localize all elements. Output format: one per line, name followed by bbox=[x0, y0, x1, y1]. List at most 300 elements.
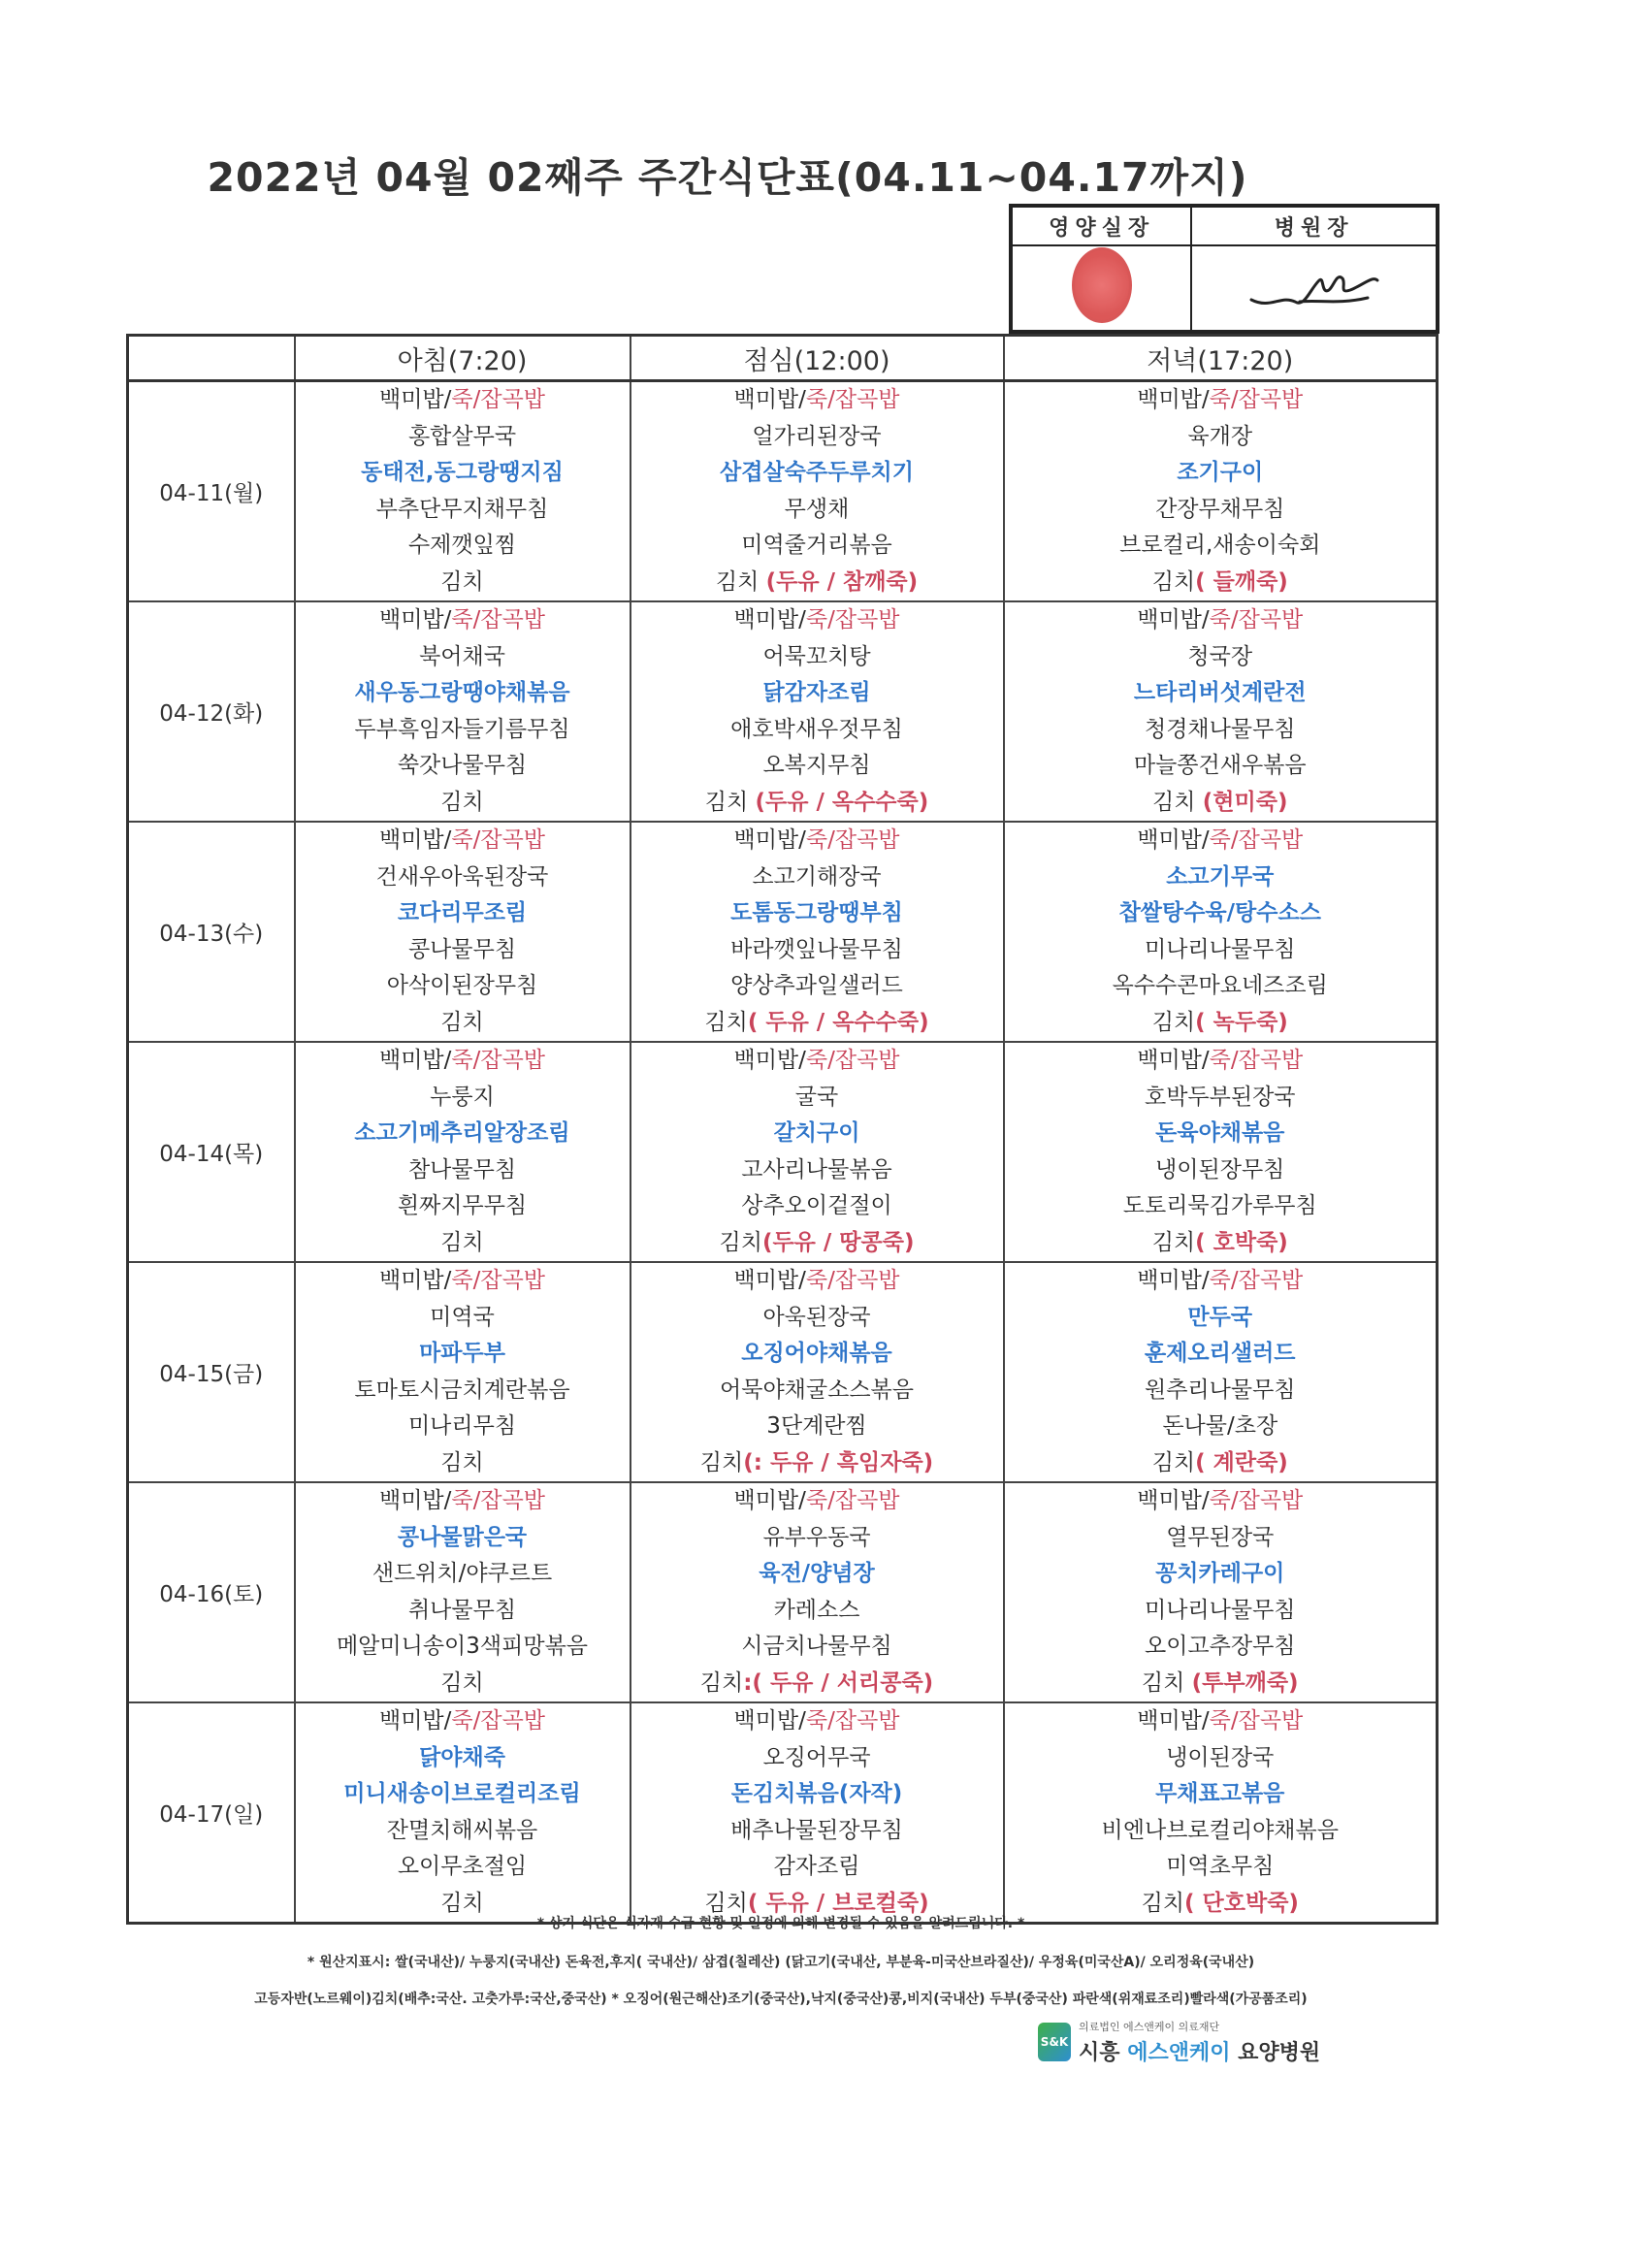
menu-item bbox=[631, 823, 1003, 859]
menu-item-porridge: 죽/잡곡밥 bbox=[451, 387, 546, 412]
menu-item-text: 백미밥/ bbox=[378, 1708, 452, 1733]
menu-item bbox=[296, 382, 630, 419]
menu-item-text: 육개장 bbox=[1187, 423, 1253, 449]
menu-item-text: 소고기해장국 bbox=[752, 863, 882, 890]
menu-item-porridge: ( 단호박죽) bbox=[1184, 1890, 1299, 1916]
menu-item bbox=[1005, 1740, 1437, 1777]
menu-item-main-dish: 돈육야채볶음 bbox=[1155, 1120, 1285, 1146]
day-label: 04-15(금) bbox=[128, 1262, 295, 1482]
menu-item-text: 바라깻잎나물무침 bbox=[730, 936, 903, 962]
menu-item bbox=[296, 1152, 630, 1189]
header-breakfast: 아침(7:20) bbox=[295, 336, 630, 381]
menu-item bbox=[631, 932, 1003, 969]
menu-item-text: 백미밥/ bbox=[733, 1708, 806, 1733]
menu-item-main-dish: 닭감자조림 bbox=[762, 680, 871, 705]
menu-item-text: 고사리나물볶음 bbox=[741, 1156, 892, 1183]
menu-item-main-dish: 조기구이 bbox=[1177, 460, 1264, 485]
menu-item-porridge: 죽/잡곡밥 bbox=[451, 1708, 546, 1733]
menu-item-porridge: 죽/잡곡밥 bbox=[805, 1268, 900, 1293]
menu-item-text: 미나리나물무침 bbox=[1144, 936, 1296, 962]
dinner-cell bbox=[1004, 601, 1438, 822]
day-row bbox=[128, 1482, 1438, 1702]
menu-item-text: 애호박새우젓무침 bbox=[730, 716, 903, 742]
menu-item-text: 김치 bbox=[1151, 1009, 1196, 1035]
page-title: 2022년 04월 02째주 주간식단표(04.11~04.17까지) bbox=[207, 154, 1248, 201]
breakfast-cell bbox=[295, 822, 630, 1042]
menu-item bbox=[296, 1813, 630, 1850]
menu-item-text: 백미밥/ bbox=[1137, 1708, 1210, 1733]
day-label: 04-16(토) bbox=[128, 1482, 295, 1702]
menu-item-text: 원추리나물무침 bbox=[1144, 1377, 1296, 1403]
menu-item bbox=[1005, 1483, 1437, 1520]
lunch-cell bbox=[630, 1702, 1004, 1924]
menu-item bbox=[296, 823, 630, 859]
menu-item bbox=[296, 1080, 630, 1117]
menu-item bbox=[296, 639, 630, 676]
menu-item bbox=[1005, 1263, 1437, 1300]
day-label: 04-17(일) bbox=[128, 1702, 295, 1924]
menu-item-text: 백미밥/ bbox=[378, 1488, 452, 1513]
breakfast-cell bbox=[295, 1042, 630, 1262]
menu-item-text: 미나리나물무침 bbox=[1144, 1597, 1296, 1623]
menu-item bbox=[1005, 1336, 1437, 1373]
menu-item bbox=[631, 492, 1003, 529]
menu-item-main-dish: 무채표고볶음 bbox=[1155, 1781, 1285, 1806]
menu-item bbox=[631, 1300, 1003, 1337]
menu-item-text: 오이고추장무침 bbox=[1144, 1634, 1296, 1659]
menu-item-porridge: (현미죽) bbox=[1202, 789, 1288, 815]
dinner-cell bbox=[1004, 1702, 1438, 1924]
menu-item-text: 백미밥/ bbox=[733, 827, 806, 853]
day-row bbox=[128, 601, 1438, 822]
menu-item bbox=[631, 1520, 1003, 1557]
menu-item bbox=[1005, 528, 1437, 565]
menu-item-text: 수제깻잎찜 bbox=[407, 533, 517, 558]
menu-item-text: 두부흑임자들기름무침 bbox=[354, 716, 570, 742]
menu-item-porridge: ( 들깨죽) bbox=[1195, 568, 1288, 595]
menu-item bbox=[1005, 1409, 1437, 1445]
menu-item-text: 김치 bbox=[704, 1890, 748, 1916]
day-label: 04-12(화) bbox=[128, 601, 295, 822]
menu-item-text: 백미밥/ bbox=[1137, 387, 1210, 412]
logo-foundation: 의료법인 에스앤케이 의료재단 bbox=[1079, 2020, 1220, 2033]
menu-item-text: 마늘쫑건새우볶음 bbox=[1133, 753, 1307, 778]
menu-item-text: 백미밥/ bbox=[378, 1048, 452, 1073]
menu-item-text: 미역국 bbox=[430, 1304, 495, 1330]
menu-item bbox=[296, 1409, 630, 1445]
menu-item-text: 백미밥/ bbox=[1137, 1268, 1210, 1293]
breakfast-cell bbox=[295, 381, 630, 602]
menu-item-porridge: 죽/잡곡밥 bbox=[1209, 1268, 1304, 1293]
menu-item-text: 미역줄거리볶음 bbox=[741, 533, 892, 558]
menu-item bbox=[631, 1740, 1003, 1777]
menu-item-text: 콩나물무침 bbox=[407, 936, 517, 962]
menu-item bbox=[296, 675, 630, 712]
menu-item-text: 토마토시금치계란볶음 bbox=[354, 1377, 570, 1403]
logo-brand: 에스앤케이 bbox=[1127, 2040, 1231, 2065]
menu-item bbox=[631, 1483, 1003, 1520]
menu-item bbox=[1005, 492, 1437, 529]
menu-item-text: 백미밥/ bbox=[733, 387, 806, 412]
hospital-logo bbox=[1038, 2018, 1320, 2066]
menu-item-text: 건새우아욱된장국 bbox=[375, 863, 549, 890]
menu-item bbox=[631, 1225, 1003, 1262]
menu-item bbox=[1005, 1373, 1437, 1409]
menu-item-main-dish: 미니새송이브로컬리조림 bbox=[343, 1781, 581, 1806]
menu-item-porridge: 죽/잡곡밥 bbox=[1209, 1048, 1304, 1073]
menu-item bbox=[631, 1373, 1003, 1409]
menu-item-porridge: 죽/잡곡밥 bbox=[805, 1048, 900, 1073]
menu-item-porridge: 죽/잡곡밥 bbox=[1209, 827, 1304, 853]
menu-item-porridge: 죽/잡곡밥 bbox=[451, 1268, 546, 1293]
breakfast-cell bbox=[295, 1262, 630, 1482]
menu-item bbox=[631, 639, 1003, 676]
menu-item-porridge: (두유 / 옥수수죽) bbox=[755, 789, 929, 815]
menu-item bbox=[1005, 1520, 1437, 1557]
origin-note-1: * 원산지표시: 쌀(국내산)/ 누룽지(국내산) 돈육전,후지( 국내산)/ 삼겹(칠레산) (닭고기(국내산, 부분육-미국산브라질산)/ 우정육(미국산A)/ 오리정육(국내산) bbox=[307, 1955, 1255, 1970]
day-row bbox=[128, 822, 1438, 1042]
menu-item-main-dish: 코다리무조림 bbox=[397, 900, 528, 925]
menu-item bbox=[296, 1263, 630, 1300]
menu-item-text: 백미밥/ bbox=[733, 1048, 806, 1073]
menu-item bbox=[631, 1263, 1003, 1300]
day-row bbox=[128, 1702, 1438, 1924]
menu-item-text: 김치 bbox=[1151, 1449, 1196, 1475]
menu-item-porridge: 죽/잡곡밥 bbox=[1209, 1488, 1304, 1513]
menu-item-main-dish: 만두국 bbox=[1187, 1304, 1253, 1330]
menu-item bbox=[1005, 785, 1437, 822]
menu-item bbox=[631, 565, 1003, 601]
menu-item-text: 흰짜지무무침 bbox=[397, 1193, 528, 1218]
menu-item-main-dish: 도톰동그랑땡부침 bbox=[730, 900, 903, 925]
menu-item bbox=[1005, 859, 1437, 896]
menu-item-text: 김치 bbox=[440, 1890, 484, 1916]
menu-item-porridge: ( 두유 / 옥수수죽) bbox=[747, 1009, 929, 1035]
menu-item bbox=[1005, 565, 1437, 601]
menu-item-text: 3단계란찜 bbox=[766, 1413, 867, 1439]
menu-item-main-dish: 느타리버섯계란전 bbox=[1133, 680, 1307, 705]
menu-item bbox=[296, 1116, 630, 1152]
menu-item-text: 백미밥/ bbox=[733, 1488, 806, 1513]
menu-item-text: 김치 bbox=[704, 789, 756, 815]
menu-item-text: 참나물무침 bbox=[407, 1156, 517, 1183]
dinner-cell bbox=[1004, 1262, 1438, 1482]
menu-item-text: 김치 bbox=[1152, 789, 1203, 815]
menu-item bbox=[631, 1336, 1003, 1373]
menu-item-text: 김치 bbox=[440, 1669, 484, 1696]
dinner-cell bbox=[1004, 381, 1438, 602]
menu-item-text: 어묵야채굴소스볶음 bbox=[720, 1377, 914, 1403]
menu-item-text: 굴국 bbox=[794, 1084, 839, 1110]
menu-item-text: 비엔나브로컬리야채볶음 bbox=[1101, 1817, 1339, 1843]
menu-item bbox=[1005, 968, 1437, 1005]
menu-item-porridge: ( 녹두죽) bbox=[1195, 1009, 1288, 1035]
menu-item-text: 백미밥/ bbox=[1137, 1488, 1210, 1513]
menu-item-text: 브로컬리,새송이숙회 bbox=[1119, 533, 1321, 558]
header-dinner: 저녁(17:20) bbox=[1004, 336, 1438, 381]
approval-director: 병원장 bbox=[1191, 207, 1437, 245]
menu-item bbox=[631, 1776, 1003, 1813]
origin-note-2: 고등자반(노르웨이)김치(배추:국산. 고춧가루:국산,중국산) * 오징어(원근해산)조기(중국산),낙지(중국산)콩,비지(국내산) 두부(중국산) 파란색(위재료조리)빨라색(가공품조리) bbox=[254, 1992, 1308, 2007]
menu-item-text: 김치 bbox=[440, 1229, 484, 1255]
menu-item-porridge: 죽/잡곡밥 bbox=[451, 1488, 546, 1513]
menu-item bbox=[296, 1043, 630, 1080]
menu-item-text: 어묵꼬치탕 bbox=[762, 643, 871, 669]
menu-item bbox=[631, 1080, 1003, 1117]
menu-item-main-dish: 찹쌀탕수육/탕수소스 bbox=[1118, 900, 1321, 925]
menu-item bbox=[1005, 455, 1437, 492]
menu-item bbox=[1005, 1152, 1437, 1189]
day-label: 04-11(월) bbox=[128, 381, 295, 602]
menu-item bbox=[631, 1556, 1003, 1593]
menu-item-porridge: (두유 / 참깨죽) bbox=[765, 568, 919, 595]
header-lunch: 점심(12:00) bbox=[630, 336, 1004, 381]
logo-city: 시흥 bbox=[1079, 2040, 1120, 2065]
menu-item-text: 백미밥/ bbox=[733, 607, 806, 632]
menu-item-text: 무생채 bbox=[784, 496, 850, 522]
menu-item-text: 얼가리된장국 bbox=[752, 423, 882, 449]
menu-item bbox=[1005, 1043, 1437, 1080]
menu-item-main-dish: 소고기무국 bbox=[1166, 863, 1275, 890]
menu-item-text: 백미밥/ bbox=[378, 607, 452, 632]
menu-item-text: 김치 bbox=[440, 789, 484, 815]
menu-item bbox=[296, 859, 630, 896]
approval-nutrition-head: 영양실장 bbox=[1012, 207, 1191, 245]
menu-item bbox=[631, 528, 1003, 565]
seal-cell bbox=[1012, 245, 1191, 331]
menu-item bbox=[296, 1849, 630, 1886]
menu-item-main-dish: 콩나물맑은국 bbox=[397, 1524, 528, 1550]
menu-item-text: 감자조림 bbox=[773, 1854, 860, 1879]
menu-item-porridge: 죽/잡곡밥 bbox=[1209, 607, 1304, 632]
menu-item bbox=[1005, 1776, 1437, 1813]
menu-item-main-dish: 오징어야채볶음 bbox=[741, 1341, 892, 1366]
menu-item bbox=[631, 1152, 1003, 1189]
menu-item bbox=[631, 1188, 1003, 1225]
menu-item bbox=[1005, 748, 1437, 785]
menu-item-text: 김치 bbox=[719, 1229, 762, 1255]
menu-item bbox=[1005, 1445, 1437, 1482]
menu-item bbox=[296, 1188, 630, 1225]
menu-item-text: 홍합살무국 bbox=[407, 423, 517, 449]
logo-icon: S&K bbox=[1038, 2023, 1071, 2061]
menu-item-text: 메알미니송이3색피망볶음 bbox=[336, 1634, 589, 1659]
menu-item-text: 백미밥/ bbox=[378, 1268, 452, 1293]
menu-item-text: 백미밥/ bbox=[1137, 1048, 1210, 1073]
menu-item-main-dish: 갈치구이 bbox=[773, 1120, 860, 1146]
menu-item-text: 김치 bbox=[715, 568, 766, 595]
menu-item bbox=[1005, 1300, 1437, 1337]
menu-item bbox=[296, 1593, 630, 1630]
day-row bbox=[128, 1042, 1438, 1262]
seal-stamp bbox=[1072, 247, 1132, 323]
menu-item bbox=[1005, 1225, 1437, 1262]
menu-item-text: 미나리무침 bbox=[407, 1413, 517, 1439]
day-row bbox=[128, 1262, 1438, 1482]
breakfast-cell bbox=[295, 601, 630, 822]
menu-item bbox=[1005, 823, 1437, 859]
menu-item bbox=[296, 1776, 630, 1813]
menu-item-main-dish: 닭야채죽 bbox=[419, 1744, 505, 1770]
menu-item bbox=[1005, 639, 1437, 676]
menu-item-text: 김치 bbox=[1141, 1669, 1192, 1696]
menu-item bbox=[296, 565, 630, 601]
menu-item-porridge: 죽/잡곡밥 bbox=[805, 1488, 900, 1513]
menu-item-text: 김치 bbox=[440, 1009, 484, 1035]
menu-item-main-dish: 삼겹살숙주두루치기 bbox=[720, 460, 914, 485]
menu-item bbox=[631, 968, 1003, 1005]
menu-item bbox=[296, 1483, 630, 1520]
menu-item-text: 오이무초절임 bbox=[397, 1854, 528, 1879]
menu-item-main-dish: 육전/양념장 bbox=[759, 1561, 875, 1586]
menu-item bbox=[296, 748, 630, 785]
menu-item-text: 샌드위치/야쿠르트 bbox=[372, 1561, 553, 1586]
menu-item bbox=[296, 1373, 630, 1409]
menu-item-text: 백미밥/ bbox=[378, 387, 452, 412]
menu-item-porridge: 죽/잡곡밥 bbox=[451, 827, 546, 853]
menu-item-porridge: 죽/잡곡밥 bbox=[805, 387, 900, 412]
menu-item-main-dish: 소고기메추리알장조림 bbox=[354, 1120, 570, 1146]
menu-item bbox=[631, 1005, 1003, 1042]
menu-item-text: 잔멸치해씨볶음 bbox=[386, 1817, 538, 1843]
menu-item-porridge: 죽/잡곡밥 bbox=[451, 607, 546, 632]
menu-item-main-dish: 꽁치카레구이 bbox=[1155, 1561, 1285, 1586]
menu-item bbox=[1005, 895, 1437, 932]
menu-item bbox=[296, 1520, 630, 1557]
menu-item bbox=[296, 1445, 630, 1482]
lunch-cell bbox=[630, 1482, 1004, 1702]
menu-item-text: 취나물무침 bbox=[407, 1597, 517, 1623]
menu-item-text: 냉이된장국 bbox=[1166, 1744, 1275, 1770]
menu-item bbox=[631, 785, 1003, 822]
menu-item-text: 김치 bbox=[699, 1669, 744, 1696]
menu-item-text: 상추오이겉절이 bbox=[741, 1193, 892, 1218]
menu-item-text: 아욱된장국 bbox=[762, 1304, 871, 1330]
menu-item-text: 김치 bbox=[1151, 1229, 1196, 1255]
menu-item bbox=[296, 932, 630, 969]
menu-item bbox=[631, 455, 1003, 492]
lunch-cell bbox=[630, 381, 1004, 602]
menu-item bbox=[631, 382, 1003, 419]
menu-item bbox=[296, 1629, 630, 1666]
day-label: 04-14(목) bbox=[128, 1042, 295, 1262]
menu-item bbox=[296, 419, 630, 456]
menu-item bbox=[631, 1043, 1003, 1080]
lunch-cell bbox=[630, 822, 1004, 1042]
menu-item bbox=[631, 1593, 1003, 1630]
menu-item-text: 쑥갓나물무침 bbox=[397, 753, 528, 778]
weekly-menu-table bbox=[126, 334, 1439, 1925]
menu-item-text: 백미밥/ bbox=[1137, 827, 1210, 853]
menu-item bbox=[631, 1116, 1003, 1152]
signature-cell bbox=[1191, 245, 1437, 331]
menu-item bbox=[1005, 1629, 1437, 1666]
menu-item bbox=[631, 859, 1003, 896]
menu-item bbox=[631, 602, 1003, 639]
menu-item-porridge: 죽/잡곡밥 bbox=[805, 607, 900, 632]
menu-item-main-dish: 동태전,동그랑땡지짐 bbox=[361, 460, 564, 485]
menu-item-text: 간장무채무침 bbox=[1155, 496, 1285, 522]
menu-item bbox=[631, 1703, 1003, 1740]
menu-item bbox=[296, 528, 630, 565]
day-label: 04-13(수) bbox=[128, 822, 295, 1042]
menu-item bbox=[296, 1666, 630, 1702]
menu-item-porridge: ( 두유 / 브로컬죽) bbox=[747, 1890, 929, 1916]
menu-item bbox=[1005, 1813, 1437, 1850]
menu-item bbox=[1005, 1188, 1437, 1225]
menu-item bbox=[1005, 1593, 1437, 1630]
menu-item-main-dish: 마파두부 bbox=[419, 1341, 505, 1366]
menu-item bbox=[631, 895, 1003, 932]
menu-item bbox=[296, 602, 630, 639]
menu-item-porridge: 죽/잡곡밥 bbox=[1209, 1708, 1304, 1733]
menu-item-porridge: 죽/잡곡밥 bbox=[1209, 387, 1304, 412]
menu-item-text: 유부우동국 bbox=[762, 1524, 871, 1550]
menu-item bbox=[631, 419, 1003, 456]
menu-item-text: 열무된장국 bbox=[1166, 1524, 1275, 1550]
menu-item-porridge: 죽/잡곡밥 bbox=[805, 827, 900, 853]
menu-item-text: 청국장 bbox=[1187, 643, 1253, 669]
dinner-cell bbox=[1004, 1042, 1438, 1262]
menu-item bbox=[1005, 1116, 1437, 1152]
menu-item bbox=[1005, 932, 1437, 969]
menu-item bbox=[296, 1556, 630, 1593]
menu-item-text: 시금치나물무침 bbox=[741, 1634, 892, 1659]
menu-item-porridge: (: 두유 / 흑임자죽) bbox=[743, 1449, 934, 1475]
menu-item bbox=[1005, 1556, 1437, 1593]
lunch-cell bbox=[630, 1042, 1004, 1262]
menu-item bbox=[1005, 1666, 1437, 1702]
menu-item-text: 아삭이된장무침 bbox=[386, 973, 538, 998]
menu-item-text: 김치 bbox=[1141, 1890, 1185, 1916]
menu-item-text: 배추나물된장무침 bbox=[730, 1817, 903, 1843]
menu-item-text: 백미밥/ bbox=[1137, 607, 1210, 632]
menu-item-text: 카레소스 bbox=[773, 1597, 860, 1623]
menu-item-text: 청경채나물무침 bbox=[1144, 716, 1296, 742]
menu-item bbox=[296, 1005, 630, 1042]
menu-item bbox=[631, 675, 1003, 712]
menu-item-text: 백미밥/ bbox=[378, 827, 452, 853]
menu-item bbox=[296, 1740, 630, 1777]
menu-item-text: 북어채국 bbox=[419, 643, 505, 669]
menu-item bbox=[1005, 712, 1437, 749]
menu-item-porridge: 죽/잡곡밥 bbox=[451, 1048, 546, 1073]
menu-item-porridge: 죽/잡곡밥 bbox=[805, 1708, 900, 1733]
menu-item-text: 백미밥/ bbox=[733, 1268, 806, 1293]
dinner-cell bbox=[1004, 822, 1438, 1042]
menu-item-text: 김치 bbox=[440, 1449, 484, 1475]
menu-item bbox=[296, 492, 630, 529]
dinner-cell bbox=[1004, 1482, 1438, 1702]
menu-item-text: 오복지무침 bbox=[762, 753, 871, 778]
breakfast-cell bbox=[295, 1482, 630, 1702]
menu-item-porridge: ( 호박죽) bbox=[1195, 1229, 1288, 1255]
day-row bbox=[128, 381, 1438, 602]
menu-item-text: 호박두부된장국 bbox=[1144, 1084, 1296, 1110]
menu-item-text: 돈나물/초장 bbox=[1162, 1413, 1278, 1439]
menu-item bbox=[631, 1629, 1003, 1666]
menu-item bbox=[631, 1409, 1003, 1445]
menu-item-text: 냉이된장무침 bbox=[1155, 1156, 1285, 1183]
menu-item-text: 부추단무지채무침 bbox=[375, 496, 549, 522]
menu-item bbox=[631, 748, 1003, 785]
menu-item-text: 김치 bbox=[704, 1009, 748, 1035]
menu-item bbox=[1005, 382, 1437, 419]
menu-item bbox=[631, 712, 1003, 749]
menu-item bbox=[296, 895, 630, 932]
breakfast-cell bbox=[295, 1702, 630, 1924]
menu-item-text: 오징어무국 bbox=[762, 1744, 871, 1770]
